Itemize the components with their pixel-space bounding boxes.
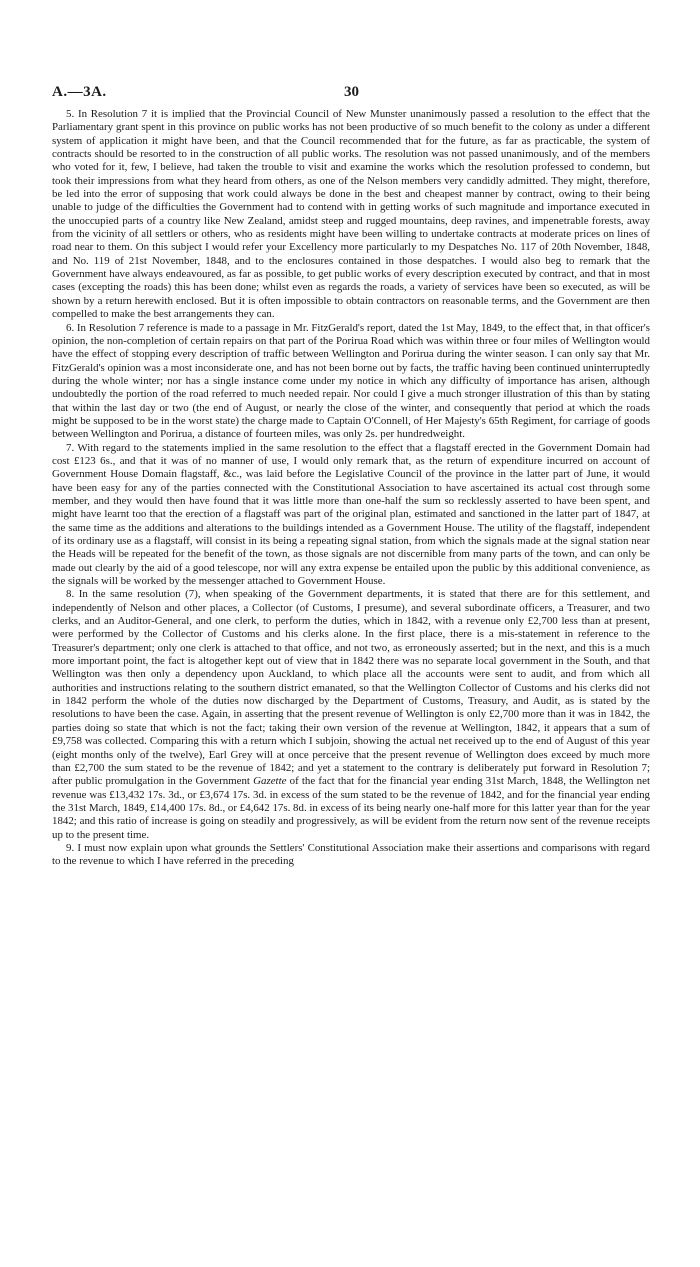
paragraph-9	[52, 842, 650, 869]
paragraph-6	[52, 322, 650, 442]
document-reference: A.—3A.	[52, 84, 107, 100]
paragraph-text: 7. With regard to the statements implied in the same resolution to the effect that a flagstaff erected in the Government Domain had cost £123 6s., and that it was of no manner of use, I would only remark that, as the return of expenditure incurred on account of Government House Domain flagstaff, &c., was laid before the Legislative Council of the province in the latter part of June, it would have been easy for any of the parties connected with the Constitutional Association to have ascertained its actual cost through some member, and they would then have found that it was little more than one-half the sum so recklessly asserted to have been spent, and might have learnt too that the erection of a flagstaff was part of the original plan, estimated and sanctioned in the latter part of 1847, at the same time as the additions and alterations to the buildings intended as a Government House. The utility of the flagstaff, independent of its ordinary use as a flagstaff, will consist in its being a repeating signal station, from which the signals made at the signal station near the Heads will be repeated for the benefit of the town, as those signals are not discernible from many parts of the town, and can only be made out clearly by the aid of a good telescope, nor will any extra expense be entailed upon the public by this additional convenience, as the signals will be worked by the messenger attached to Government House.	[52, 441, 650, 588]
body-text	[52, 108, 650, 869]
paragraph-text: 5. In Resolution 7 it is implied that the Provincial Council of New Munster unanimously passed a resolution to the effect that the Parliamentary grant spent in this province on public works has not been productive of so much benefit to the colony as under a different system of application it might have been, and that the Council recommended that for the future, as far as practicable, the system of contracts should be resorted to in the construction of all public works. The resolution was not passed unanimously, and of the members who voted for it, few, I believe, had taken the trouble to visit and examine the works which the resolution professed to condemn, but took their impressions from what they heard from others, as one of the Nelson members very candidly admitted. They might, therefore, be led into the error of supposing that work could always be done in the best and cheapest manner by contract, owing to their being unable to judge of the difficulties the Government had to contend with in getting works of such magnitude and importance executed in the unoccupied parts of a country like New Zealand, amidst steep and rugged mountains, deep ravines, and impenetrable forests, away from the vicinity of all settlers or others, who as residents might have been willing to undertake contracts at moderate prices on lines of road near to them. On this subject I would refer your Excellency more particularly to my Despatches No. 117 of 20th November, 1848, and No. 119 of 21st November, 1848, and to the enclosures contained in those despatches. I would also beg to remark that the Government have always endeavoured, as far as possible, to get public works of every description executed by contract, and that in most cases (excepting the roads) this has been done; whilst even as regards the roads, a variety of services have been so executed, as will be shown by a return herewith enclosed. But it is often impossible to obtain contractors on reasonable terms, and the Government are then compelled to make the best arrangements they can.	[52, 108, 650, 321]
page-number: 30	[344, 84, 359, 100]
paragraph-text: 9. I must now explain upon what grounds the Settlers' Constitutional Association make their assertions and comparisons with regard to the revenue to which I have referred in the preceding	[52, 841, 650, 868]
paragraph-7	[52, 442, 650, 589]
paragraph-text: 6. In Resolution 7 reference is made to a passage in Mr. FitzGerald's report, dated the 1st May, 1849, to the effect that, in that officer's opinion, the non-completion of certain repairs on that part of the Porirua Road which was within three or four miles of Wellington would have the effect of stopping every description of traffic between Wellington and Porirua during the winter season. I can only say that Mr. FitzGerald's opinion was a most inconsiderate one, and has not been borne out by facts, the traffic having been continued uninterruptedly during the whole winter; nor has a single instance come under my notice in which any difficulty of importance has arisen, although undoubtedly the portion of the road referred to much needed repair. Nor could I give a much stronger illustration of this than by stating that within the last day or two (the end of August, or nearly the close of the winter, and consequently that period at which the roads might be supposed to be in the worst state) the charge made to Captain O'Connell, of Her Majesty's 65th Regiment, for carriage of goods between Wellington and Porirua, a distance of fourteen miles, was only 2s. per hundredweight.	[52, 321, 650, 441]
paragraph-8	[52, 588, 650, 842]
page-header	[52, 78, 650, 108]
paragraph-text: of the fact that for the financial year ending 31st March, 1848, the Wellington net revenue was £13,432 17s. 3d., or £3,674 17s. 3d. in excess of the sum stated to be the revenue of 1842, and for the financial year ending the 31st March, 1849, £14,400 17s. 8d., or £4,642 17s. 8d. in excess of its being nearly one-half more for this latter year than for the year 1842; and this ratio of increase is going on steadily and progressively, as will be evident from the return now sent of the revenue receipts up to the present time.	[52, 775, 650, 841]
document-page	[52, 78, 650, 869]
paragraph-5	[52, 108, 650, 322]
gazette-title: Gazette	[253, 775, 287, 788]
paragraph-text: 8. In the same resolution (7), when speaking of the Government departments, it is stated that there are for this settlement, and independently of Nelson and other places, a Collector (of Customs, I presume), and several subordinate officers, a Treasurer, and two clerks, and an Auditor-General, and one clerk, to perform the duties, which in 1842, with a revenue only £2,700 less than at present, were performed by the Collector of Customs and his clerks alone. In the first place, there is a mis-statement in reference to the Treasurer's department; only one clerk is attached to that office, and not two, as erroneously asserted; but in the next, and this is a much more important point, the fact is altogether kept out of view that in 1842 there was no separate local government in the South, and that Wellington was then only a dependency upon Auckland, to which place all the accounts were sent to audit, and from which all authorities and instructions relating to the southern district emanated, so that the Wellington Collector of Customs and his clerks did not in 1842 perform the whole of the duties now discharged by the Department of Customs, Treasury, and Audit, as is stated by the resolutions to have been the case. Again, in asserting that the present revenue of Wellington is only £2,700 more than it was in 1842, the parties doing so state that which is not the fact; taking their own version of the revenue at Wellington, 1842, it appears that a sum of £9,758 was collected. Comparing this with a return which I subjoin, showing the actual net received up to the end of August of this year (eight months only of the twelve), Earl Grey will at once perceive that the present revenue of Wellington does exceed by much more than £2,700 the sum stated to be the revenue of 1842; and yet a statement to the contrary is deliberately put forward in Resolution 7; after public promulgation in the Government	[52, 588, 650, 788]
